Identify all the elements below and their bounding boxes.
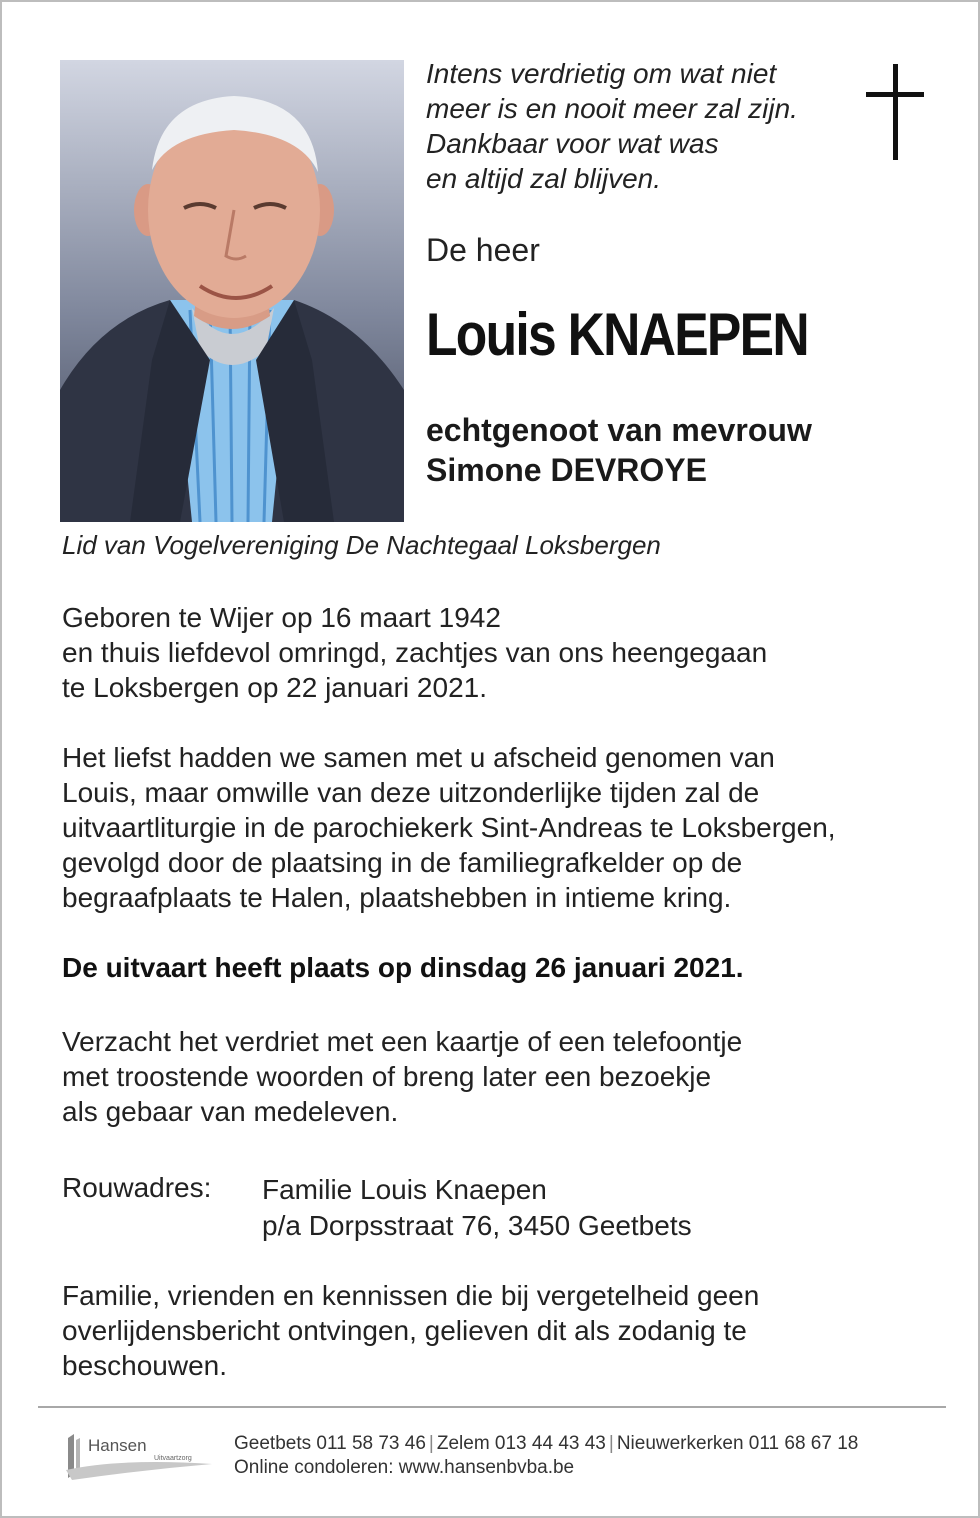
contact-nieuwerkerken: Nieuwerkerken 011 68 67 18 xyxy=(616,1433,859,1454)
paragraph-line: begraafplaats te Halen, plaatshebben in intieme kring. xyxy=(62,882,732,913)
footer-contact xyxy=(234,1432,858,1480)
paragraph-line: uitvaartliturgie in de parochiekerk Sint-Andreas te Loksbergen, xyxy=(62,812,836,843)
notice-paragraph xyxy=(62,1278,759,1383)
portrait-photo xyxy=(60,60,404,522)
paragraph-line: te Loksbergen op 22 januari 2021. xyxy=(62,672,487,703)
cross-icon xyxy=(866,64,924,162)
address-line: p/a Dorpsstraat 76, 3450 Geetbets xyxy=(262,1210,692,1241)
contact-geetbets: Geetbets 011 58 73 46 xyxy=(234,1433,426,1454)
online-condolence-link[interactable]: Online condoleren: www.hansenbvba.be xyxy=(234,1457,575,1478)
quote-line: en altijd zal blijven. xyxy=(426,163,662,194)
spouse-name: Simone DEVROYE xyxy=(426,452,707,488)
paragraph-line: en thuis liefdevol omringd, zachtjes van ons heengegaan xyxy=(62,637,768,668)
paragraph-line: met troostende woorden of breng later een bezoekje xyxy=(62,1061,712,1092)
memorial-quote xyxy=(426,56,798,196)
contact-line xyxy=(234,1432,858,1456)
address-label: Rouwadres: xyxy=(62,1172,212,1203)
separator: | xyxy=(428,1433,434,1454)
paragraph-line: als gebaar van medeleven. xyxy=(62,1096,399,1127)
quote-line: meer is en nooit meer zal zijn. xyxy=(426,93,798,124)
contact-zelem: Zelem 013 44 43 43 xyxy=(436,1433,606,1454)
address-line: Familie Louis Knaepen xyxy=(262,1174,547,1205)
logo-name: Hansen xyxy=(88,1436,147,1455)
paragraph-line: overlijdensbericht ontvingen, gelieven dit als zodanig te xyxy=(62,1315,747,1346)
paragraph-line: Het liefst hadden we samen met u afscheid genomen van xyxy=(62,742,775,773)
paragraph-line: Louis, maar omwille van deze uitzonderlijke tijden zal de xyxy=(62,777,760,808)
spouse-line: echtgenoot van mevrouw xyxy=(426,412,812,448)
honorific: De heer xyxy=(426,232,540,268)
logo-subtitle: Uitvaartzorg xyxy=(154,1455,192,1462)
paragraph-line: Familie, vrienden en kennissen die bij vergetelheid geen xyxy=(62,1280,760,1311)
spouse-info xyxy=(426,410,812,490)
paragraph-line: beschouwen. xyxy=(62,1350,228,1381)
comfort-paragraph xyxy=(62,1024,742,1129)
mourning-address xyxy=(262,1172,692,1244)
quote-line: Intens verdrietig om wat niet xyxy=(426,58,777,89)
separator: | xyxy=(608,1433,614,1454)
funeral-date: De uitvaart heeft plaats op dinsdag 26 januari 2021. xyxy=(62,952,744,983)
paragraph-line: Verzacht het verdriet met een kaartje of een telefoontje xyxy=(62,1026,743,1057)
quote-line: Dankbaar voor wat was xyxy=(426,128,719,159)
deceased-name: Louis KNAEPEN xyxy=(426,301,808,368)
farewell-paragraph xyxy=(62,740,836,915)
portrait-illustration xyxy=(60,60,404,522)
footer-divider xyxy=(38,1406,946,1408)
birth-death-paragraph xyxy=(62,600,767,705)
paragraph-line: Geboren te Wijer op 16 maart 1942 xyxy=(62,602,501,633)
paragraph-line: gevolgd door de plaatsing in de familiegrafkelder op de xyxy=(62,847,743,878)
membership-line: Lid van Vogelvereniging De Nachtegaal Loksbergen xyxy=(62,530,661,560)
